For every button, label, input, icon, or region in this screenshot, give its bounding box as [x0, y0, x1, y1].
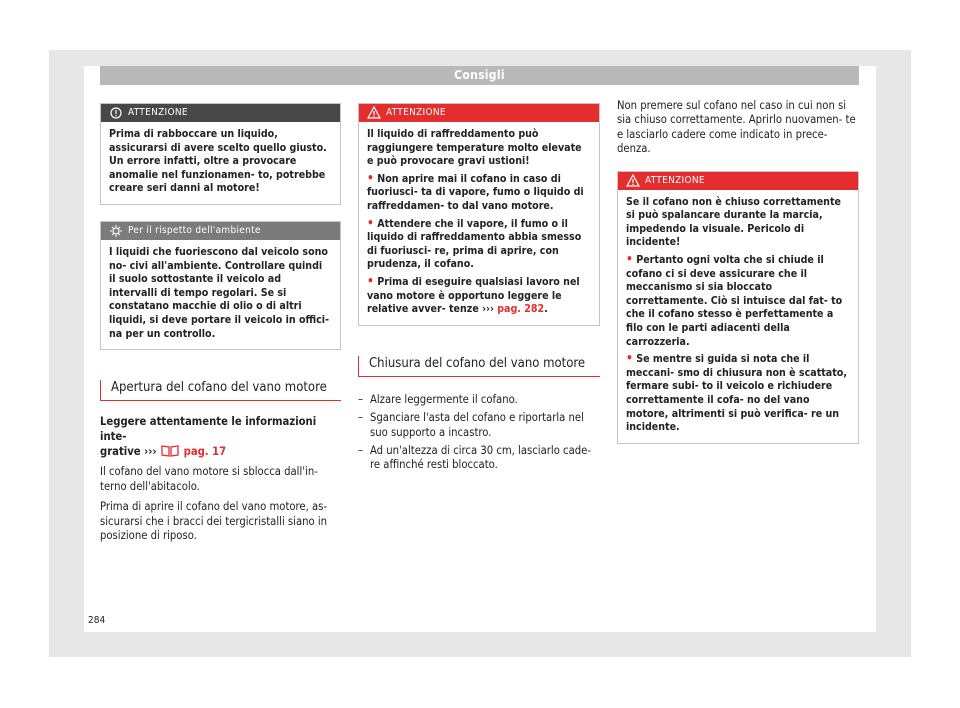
paragraph-no-press: Non premere sul cofano nel caso in cui non si sia chiuso correttamente. Aprirlo nuovamen- te e lasciarlo cadere come indicato in prece- denza.	[617, 99, 856, 156]
paragraph-wipers: Prima di aprire il cofano del vano motore, as- sicurarsi che i bracci dei tergicristalli siano in posizione di riposo.	[100, 500, 328, 542]
bullet-dot: •	[367, 170, 374, 185]
coolant-warning-body	[359, 122, 599, 325]
warning-triangle-icon	[367, 105, 381, 121]
hood-warning-body	[618, 190, 858, 443]
bullet-dot: •	[367, 273, 374, 288]
coolant-bullet-1: • Non aprire mai il cofano in caso di fuoriusci- ta di vapore, fumo o liquido di raffreddamen- to dal vano motore.	[367, 170, 584, 212]
open-hood-text	[100, 415, 341, 543]
list-item: – Sganciare l'asta del cofano e riportarla nel suo supporto a incastro.	[358, 411, 584, 439]
column-1	[100, 103, 341, 549]
hood-bullet-2: • Se mentre si guida si nota che il meccani- smo di chiusura non è scattato, fermare subi- to il veicolo e richiudere correttamente il cofa- no del vano motore, altrimenti si può verifica- re un incidente.	[626, 351, 847, 434]
caution-text: Prima di rabboccare un liquido, assicurarsi di avere scelto quello giusto. Un errore infatti, oltre a provocare anomalie nel funzionamen- to, potrebbe creare seri danni al motore!	[109, 128, 327, 195]
info-circle-icon	[109, 105, 123, 121]
intro-line	[100, 415, 341, 459]
list-item: – Alzare leggermente il cofano.	[358, 392, 518, 406]
hood-warning-box	[617, 171, 859, 444]
caution-box-body	[101, 122, 340, 204]
environment-box-header	[101, 222, 340, 240]
environment-box	[100, 221, 341, 350]
bullet-dot: •	[626, 351, 633, 366]
coolant-bullet-3: • Prima di eseguire qualsiasi lavoro nel vano motore è opportuno leggere le relative avver- tenze ››› pag. 282.	[367, 273, 580, 316]
section-title-open-hood: Apertura del cofano del vano motore	[100, 380, 341, 401]
hood-bullet-1: • Pertanto ogni volta che si chiude il cofano ci si deve assicurare che il meccanismo si sia bloccato correttamente. Ciò si intuisce dal fat- to che il cofano stesso è perfettamente a filo con le parti adiacenti della carrozzeria.	[626, 252, 843, 348]
bullet-dot: •	[367, 215, 374, 230]
coolant-warning-intro: Il liquido di raffreddamento può raggiungere temperature molto elevate e può provocare gravi ustioni!	[367, 128, 582, 168]
environment-text: I liquidi che fuoriescono dal veicolo sono no- civi all'ambiente. Controllare quindi il suolo sottostante il veicolo ad intervalli di tempo regolari. Se si constatano macchie di olio o di altri liquidi, si deve portare il veicolo in offici- na per un controllo.	[109, 245, 330, 340]
hood-warning-intro: Se il cofano non è chiuso correttamente si può spalancare durante la marcia, impedendo la visuale. Pericolo di incidente!	[626, 195, 841, 249]
column-2	[358, 103, 600, 477]
page-number: 284	[88, 615, 106, 626]
list-item: – Ad un'altezza di circa 30 cm, lasciarlo cade- re affinché resti bloccato.	[358, 443, 591, 472]
close-hood-steps	[358, 393, 600, 473]
caution-box-header	[101, 104, 340, 122]
intro-bold-a: Leggere attentamente le informazioni inte-	[100, 415, 317, 443]
leaf-icon	[109, 223, 123, 239]
coolant-warning-header	[359, 104, 599, 122]
environment-box-body	[101, 240, 340, 349]
intro-arrows: ›››	[144, 444, 157, 458]
book-reference-icon	[160, 444, 180, 457]
coolant-bullet-2: • Attendere che il vapore, il fumo o il liquido di raffreddamento abbia smesso di fuoriusci- re, prima di aprire, con prudenza, il cofano.	[367, 215, 582, 271]
caution-box-label: ATTENZIONE	[128, 107, 188, 118]
section-title-close-hood: Chiusura del cofano del vano motore	[358, 356, 600, 377]
hood-warning-label: ATTENZIONE	[645, 174, 705, 186]
warning-triangle-icon	[626, 173, 640, 189]
caution-box	[100, 103, 341, 205]
paragraph-unlock: Il cofano del vano motore si sblocca dall'in- terno dell'abitacolo.	[100, 465, 318, 493]
coolant-warning-box	[358, 103, 600, 326]
bullet-dot: •	[626, 252, 633, 266]
warning-link-arrows: ›››	[482, 303, 494, 316]
hood-warning-header	[618, 172, 858, 190]
close-hood-note	[617, 99, 859, 157]
environment-box-label: Per il rispetto dell'ambiente	[128, 224, 261, 236]
chapter-header: Consigli	[100, 66, 859, 85]
warning-page-link[interactable]: pag. 282	[497, 303, 545, 316]
coolant-warning-label: ATTENZIONE	[386, 107, 446, 118]
intro-page-link[interactable]: pag. 17	[183, 444, 227, 458]
column-3	[617, 99, 859, 444]
intro-bold-b: grative	[100, 444, 141, 458]
